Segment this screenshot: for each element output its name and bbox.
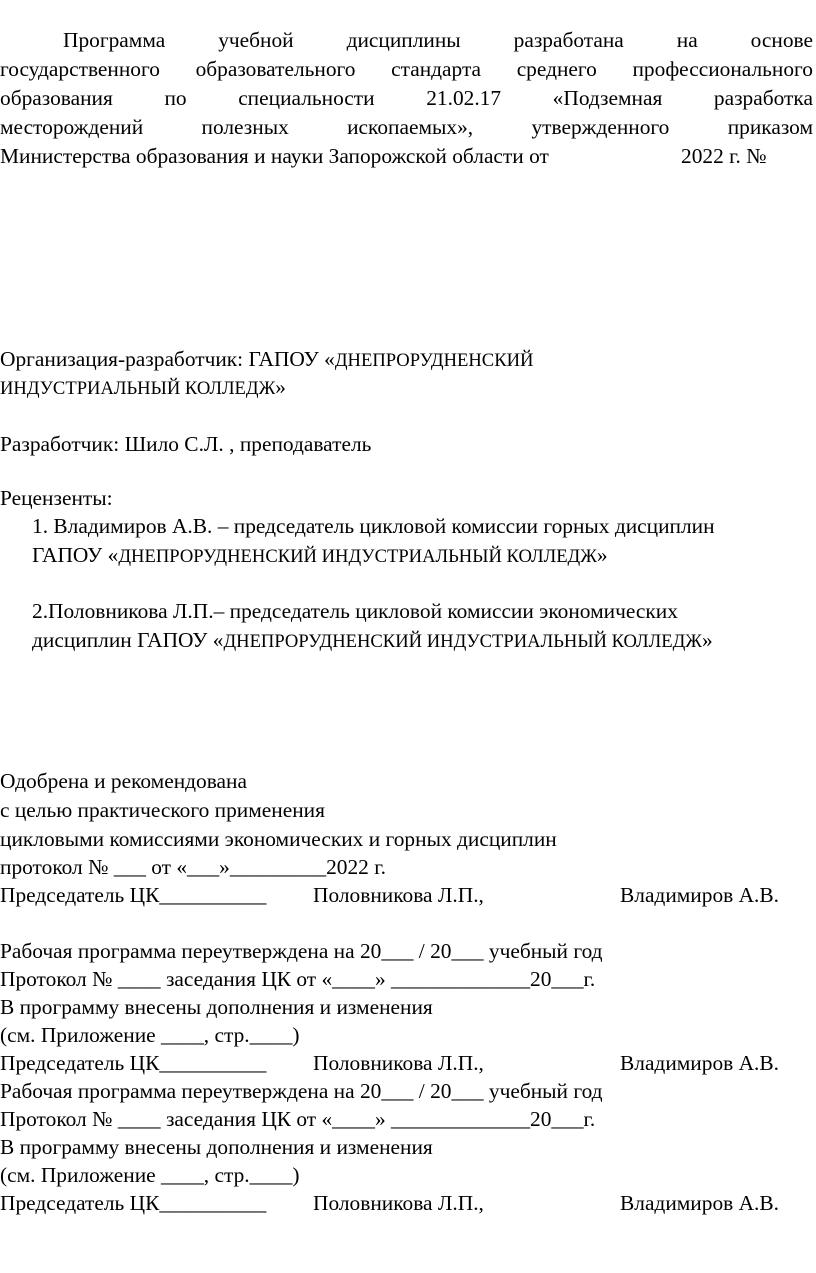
intro-word: дисциплины	[346, 28, 461, 52]
reviewer-1-line-1: 1. Владимиров А.В. – председатель цикловой комиссии горных дисциплин	[32, 514, 715, 538]
reapproval-2-chair-name-1: Половникова Л.П.,	[313, 1191, 484, 1215]
reviewer-2-line-2	[32, 626, 713, 656]
reapproval-1-chair-name-2: Владимиров А.В.	[620, 1051, 779, 1075]
approval-chair-label: Председатель ЦК__________	[0, 883, 267, 907]
reapproval-2-line-1: Рабочая программа переутверждена на 20___ / 20___ учебный год	[0, 1079, 603, 1103]
intro-word: профессионального	[632, 57, 813, 81]
intro-text: Министерства образования и науки Запорожской области от	[0, 144, 549, 168]
college-name: ДНЕПРОРУДНЕНСКИЙ	[334, 350, 534, 371]
reviewer-2-line-1: 2.Половникова Л.П.– председатель цикловой комиссии экономических	[32, 599, 678, 623]
intro-line-3	[0, 84, 813, 113]
intro-line-2	[0, 55, 813, 84]
college-name: ДНЕПРОРУДНЕНСКИЙ ИНДУСТРИАЛЬНЫЙ КОЛЛЕДЖ	[223, 631, 702, 652]
intro-word: Программа	[63, 28, 166, 52]
intro-word: на	[676, 28, 698, 52]
intro-word: ископаемых»,	[347, 115, 474, 139]
college-name: ДНЕПРОРУДНЕНСКИЙ ИНДУСТРИАЛЬНЫЙ КОЛЛЕДЖ	[118, 546, 597, 567]
college-name: ИНДУСТРИАЛЬНЫЙ КОЛЛЕДЖ	[0, 378, 276, 399]
reapproval-2-chair-label: Председатель ЦК__________	[0, 1191, 267, 1215]
reapproval-2-line-2: Протокол № ____ заседания ЦК от «____» _____________20___г.	[0, 1107, 596, 1131]
intro-line-4	[0, 113, 813, 142]
intro-word: месторождений	[0, 115, 144, 139]
organization-label: Организация-разработчик: ГАПОУ «	[0, 347, 335, 371]
approval-chair-name-1: Половникова Л.П.,	[313, 883, 484, 907]
intro-word: среднего	[516, 57, 597, 81]
approval-line-3: цикловыми комиссиями экономических и горных дисциплин	[0, 827, 557, 851]
intro-date-number: 2022 г. №	[681, 144, 767, 168]
intro-word: разработана	[513, 28, 624, 52]
organization-line-1	[0, 345, 533, 375]
quote-close: »	[275, 375, 286, 399]
intro-word: приказом	[727, 115, 813, 139]
approval-protocol: протокол № ___ от «___»_________2022 г.	[0, 855, 386, 879]
reviewers-heading: Рецензенты:	[0, 486, 113, 510]
reviewer-1-line-2	[32, 541, 608, 571]
reviewer-org: ГАПОУ «	[32, 543, 119, 567]
intro-word: специальности	[238, 86, 375, 110]
intro-line-1	[63, 26, 813, 55]
intro-word: образовательного	[195, 57, 356, 81]
approval-chair-name-2: Владимиров А.В.	[620, 883, 779, 907]
intro-word: образования	[0, 86, 113, 110]
developer: Разработчик: Шило С.Л. , преподаватель	[0, 432, 372, 456]
reviewer-org: дисциплин ГАПОУ «	[32, 628, 224, 652]
reapproval-2-line-4: (см. Приложение ____, стр.____)	[0, 1163, 300, 1187]
quote-close: »	[596, 543, 608, 567]
approval-line-2: с целью практического применения	[0, 798, 325, 822]
intro-word: 21.02.17	[426, 86, 502, 110]
reapproval-1-chair-label: Председатель ЦК__________	[0, 1051, 267, 1075]
reapproval-1-line-2: Протокол № ____ заседания ЦК от «____» _____________20___г.	[0, 967, 596, 991]
intro-word: по	[164, 86, 187, 110]
reapproval-1-line-3: В программу внесены дополнения и изменения	[0, 995, 433, 1019]
intro-word: полезных	[201, 115, 289, 139]
intro-word: «Подземная	[552, 86, 663, 110]
intro-word: утвержденного	[531, 115, 670, 139]
quote-close: »	[701, 628, 713, 652]
intro-word: стандарта	[391, 57, 482, 81]
intro-word: разработка	[713, 86, 813, 110]
intro-word: учебной	[218, 28, 294, 52]
reapproval-2-line-3: В программу внесены дополнения и изменения	[0, 1135, 433, 1159]
reapproval-1-line-4: (см. Приложение ____, стр.____)	[0, 1023, 300, 1047]
organization-line-2	[0, 373, 286, 403]
approval-line-1: Одобрена и рекомендована	[0, 769, 247, 793]
intro-word: основе	[750, 28, 813, 52]
reapproval-1-line-1: Рабочая программа переутверждена на 20___ / 20___ учебный год	[0, 939, 603, 963]
intro-line-5	[0, 142, 549, 171]
reapproval-1-chair-name-1: Половникова Л.П.,	[313, 1051, 484, 1075]
reapproval-2-chair-name-2: Владимиров А.В.	[620, 1191, 779, 1215]
intro-word: государственного	[0, 57, 160, 81]
